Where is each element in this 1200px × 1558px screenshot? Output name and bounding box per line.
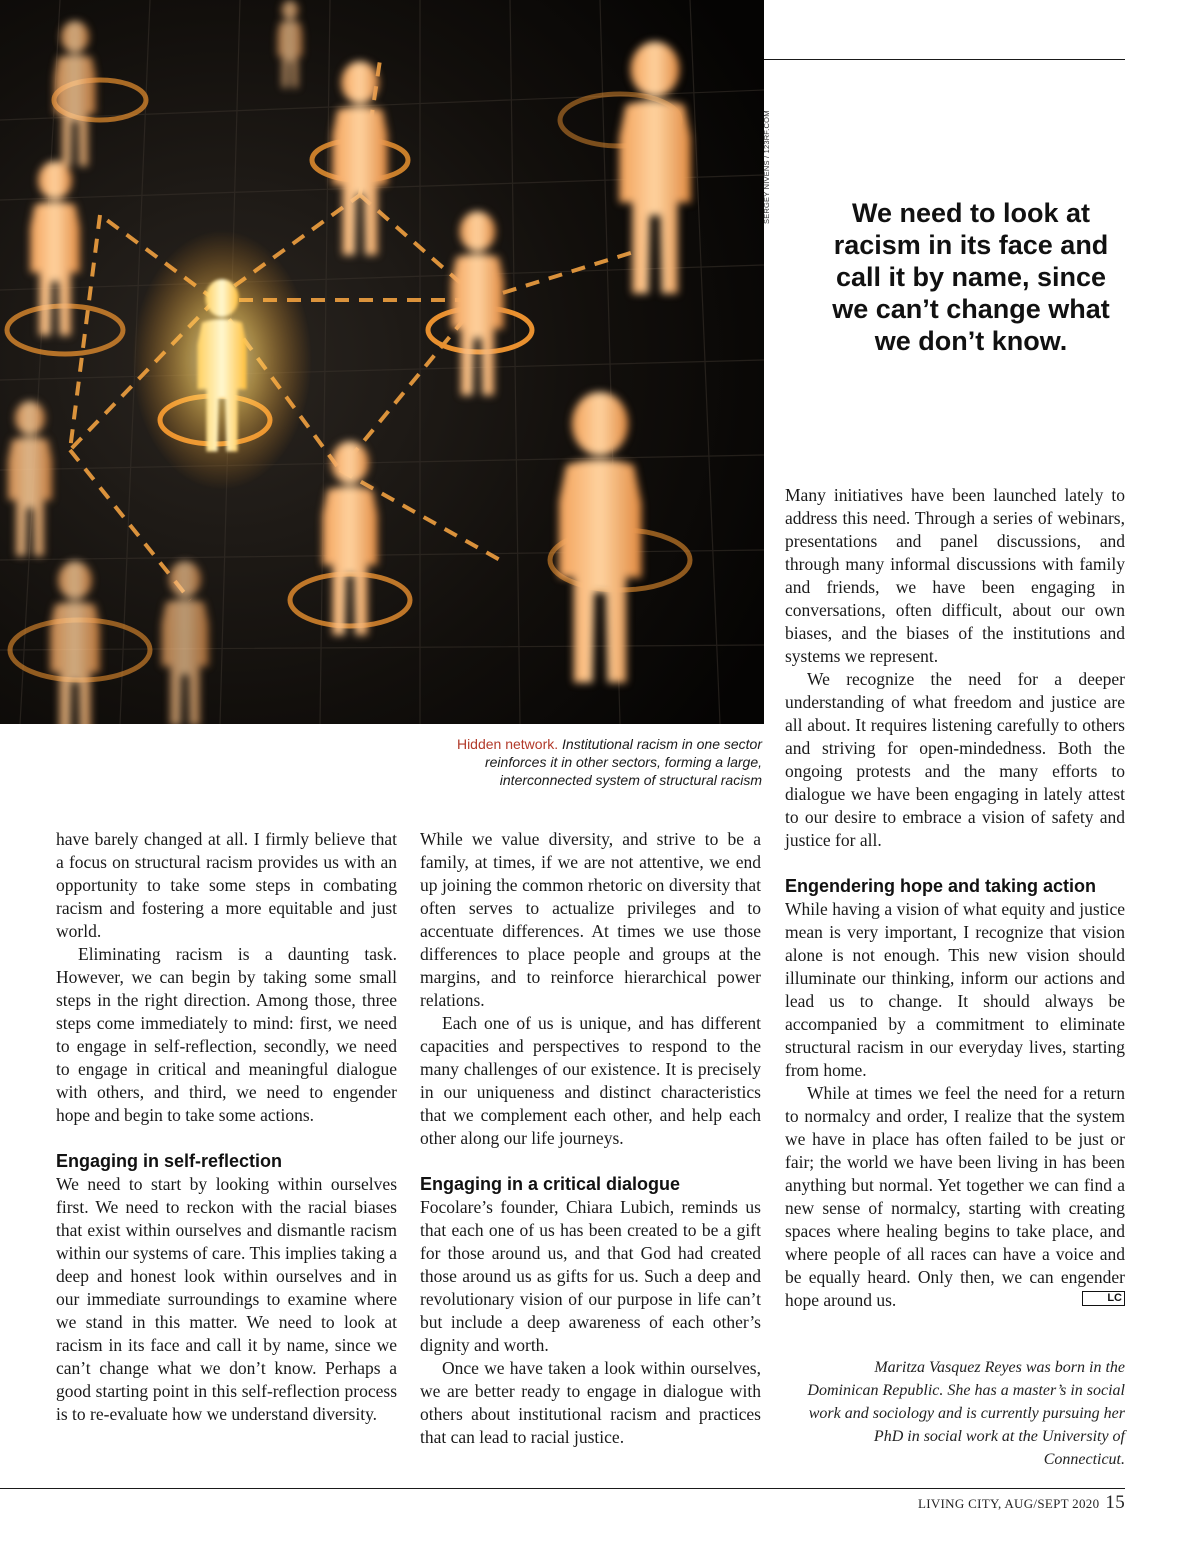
network-people-illustration xyxy=(0,0,764,724)
paragraph-final xyxy=(785,1082,1125,1312)
page-footer xyxy=(800,1492,1125,1515)
paragraph: Eliminating racism is a daunting task. However, we can begin by taking some small steps in the right direction. Among those, three steps come immediately to mind: first, we need to engage in self-reflection, secondly, we need to engage in critical and meaningful dialogue with others, and third, we need to engender hope and begin to take some actions. xyxy=(56,944,397,1125)
article-column-3 xyxy=(785,484,1125,1312)
caption-text: Institutional racism in one sector reinforces it in other sectors, forming a large, interconnected system of structural racism xyxy=(484,736,762,788)
paragraph: Once we have taken a look within ourselves, we are better ready to engage in dialogue with others about institutional racism and practices that can lead to racial justice. xyxy=(420,1358,761,1447)
paragraph: While we value diversity, and strive to be a family, at times, if we are not attentive, we end up joining the common rhetoric on diversity that often serves to actualize privileges and to accentuate differences. At times we use those differences to place people and groups at the margins, and to reinforce hierarchical power relations. xyxy=(420,829,761,1010)
page-number: 15 xyxy=(1105,1492,1125,1513)
pull-quote: We need to look at racism in its face and call it by name, since we can’t change what we don’t know. xyxy=(832,198,1110,356)
paragraph: While having a vision of what equity and justice mean is very important, I recognize that vision alone is not enough. This new vision should illuminate our thinking, inform our actions and lead us to change. It should always be accompanied by a commitment to eliminate structural racism in our everyday lives, starting from home. xyxy=(785,899,1125,1080)
caption-lead: Hidden network. xyxy=(456,736,559,752)
paragraph: Many initiatives have been launched lately to address this need. Through a series of webinars, presentations and panel discussions, and through many informal discussions with family and friends, we have been engaging in conversations, often difficult, about our own biases, and the biases of the institutions and systems we represent. xyxy=(785,485,1125,666)
article-column-1 xyxy=(56,828,397,1426)
publication-name: LIVING CITY, AUG/SEPT 2020 xyxy=(918,1496,1100,1511)
article-photo xyxy=(0,0,764,724)
section-heading: Engaging in self-reflection xyxy=(56,1151,283,1171)
photo-caption xyxy=(404,735,762,789)
paragraph: Focolare’s founder, Chiara Lubich, reminds us that each one of us has been created to be a gift for those around us, and that God had created those around us as gifts for us. Such a deep and revolutionary vision of our purpose in life can’t but include a deep awareness of each other’s dignity and worth. xyxy=(420,1197,761,1355)
photo-credit: SERGEY NIVENS / 123RF.COM xyxy=(762,110,771,224)
paragraph: We need to start by looking within ourselves first. We need to reckon with the racial biases that exist within ourselves and dismantle racism within our systems of care. This implies taking a deep and honest look within ourselves and in our immediate surroundings to examine where we stand in this matter. We need to look at racism in its face and call it by name, since we can’t change what we don’t know. Perhaps a good starting point in this self-reflection process is to re-evaluate how we understand diversity. xyxy=(56,1174,397,1424)
paragraph: Each one of us is unique, and has different capacities and perspectives to respond to the many challenges of our existence. It is precisely in our uniqueness and distinct characteristics that we complement each other, and help each other along our life journeys. xyxy=(420,1013,761,1148)
paragraph-text: While at times we feel the need for a return to normalcy and order, I realize that the system we have in place has often failed to be just or fair; the world we have been living in has been anything but normal. Yet together we can find a new sense of normalcy, starting with creating spaces where healing begins to take place, and where people of all races can have a voice and be equally heard. Only then, we can engender hope around us. xyxy=(785,1083,1125,1310)
author-bio: Maritza Vasquez Reyes was born in the Dominican Republic. She has a master’s in social work and sociology and is currently pursuing her PhD in social work at the University of Connecticut. xyxy=(807,1359,1125,1468)
bottom-rule xyxy=(0,1488,1125,1489)
section-heading: Engendering hope and taking action xyxy=(785,876,1097,896)
paragraph: We recognize the need for a deeper understanding of what freedom and justice are all about. It requires listening carefully to others and striving for open-mindedness. Both the ongoing protests and the many efforts to dialogue we have been engaging in lately attest to our desire to embrace a vision of safety and justice for all. xyxy=(785,669,1125,850)
paragraph: have barely changed at all. I firmly believe that a focus on structural racism provides us with an opportunity to take some steps in combating racism and fostering a more equitable and just world. xyxy=(56,829,397,941)
section-heading: Engaging in a critical dialogue xyxy=(420,1174,681,1194)
top-rule xyxy=(764,59,1125,60)
end-mark-icon: LC xyxy=(1082,1291,1125,1306)
article-column-2 xyxy=(420,828,761,1449)
